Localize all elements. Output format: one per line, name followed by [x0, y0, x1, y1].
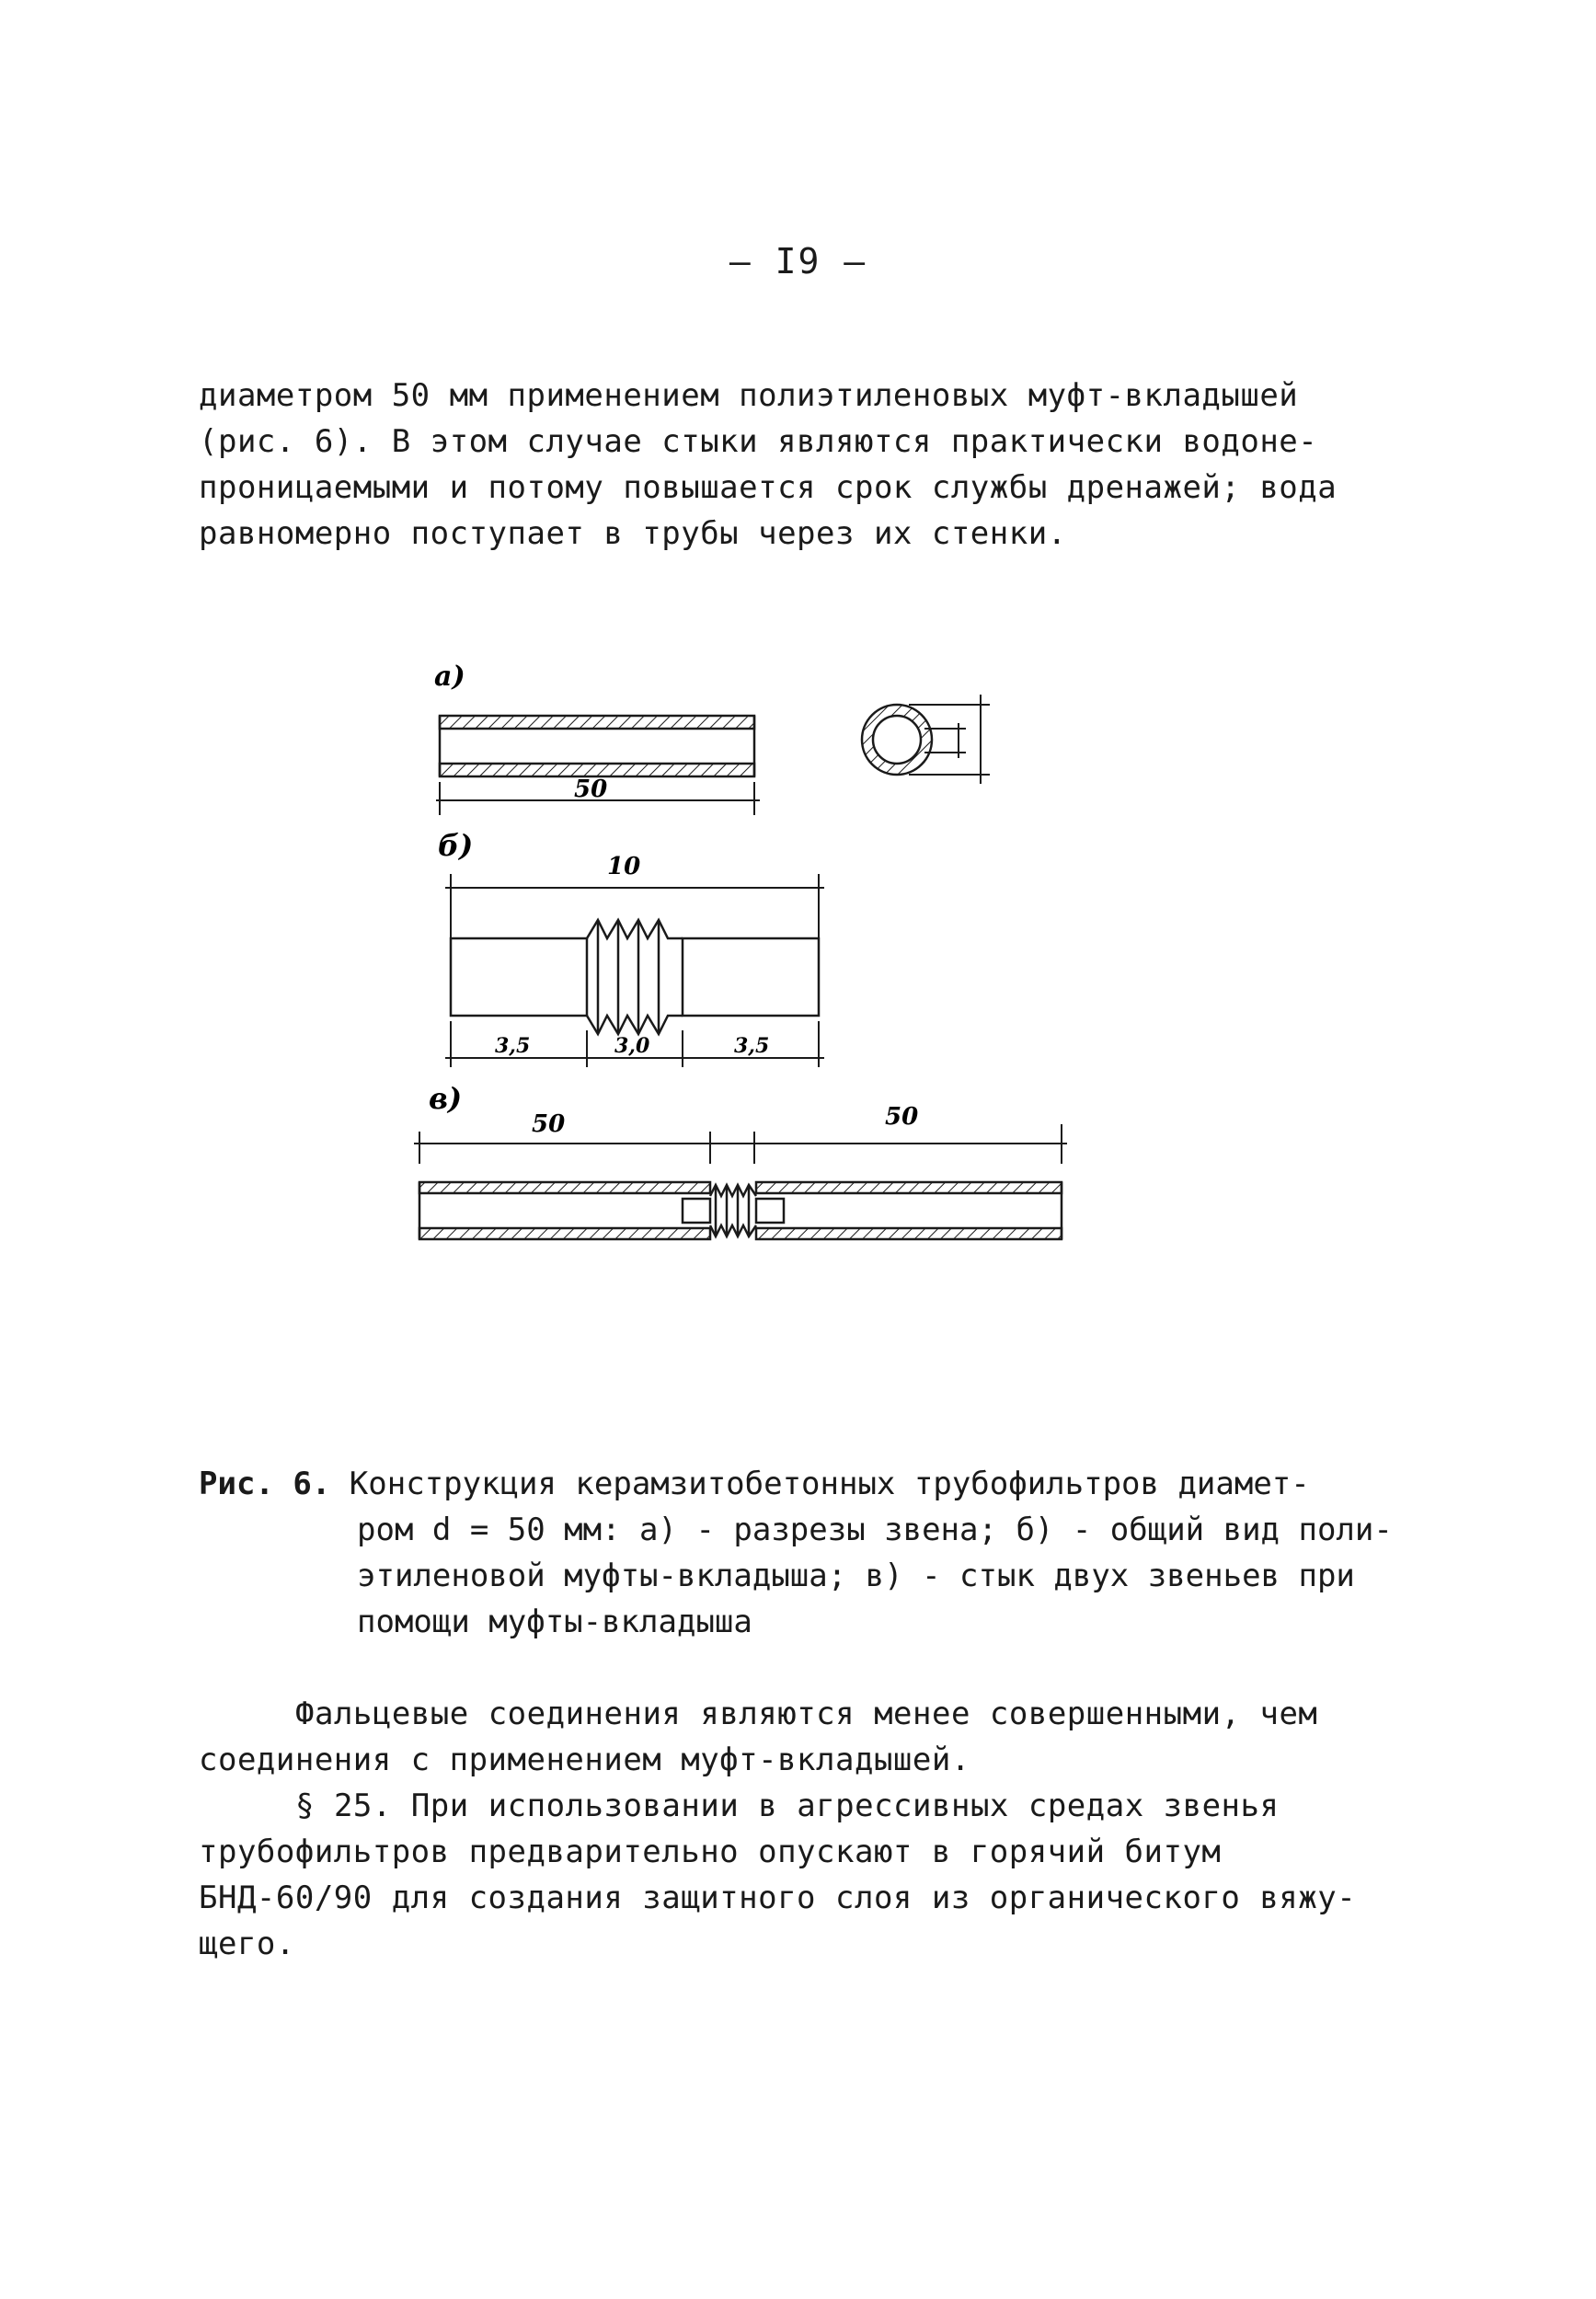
text-line: проницаемыми и потому повышается срок службы дренажей; вода [199, 469, 1338, 506]
text-line: трубофильтров предварительно опускают в горячий битум [199, 1833, 1222, 1870]
caption-line: этиленовой муфты-вкладыша; в) - стык двух звеньев при [357, 1558, 1355, 1594]
dim-v-left-label: 50 [532, 1110, 566, 1138]
dim-b-mid-label: 3,0 [614, 1034, 650, 1058]
pipe-section-a [440, 716, 754, 776]
text-line: Фальцевые соединения являются менее совершенными, чем [295, 1696, 1318, 1732]
text-line: щего. [199, 1925, 295, 1962]
figure-label-a: а) [434, 661, 465, 693]
text-line: равномерно поступает в трубы через их стенки. [199, 515, 1067, 552]
text-line: диаметром 50 мм применением полиэтиленовых муфт-вкладышей [199, 377, 1299, 414]
figure-6-drawing [377, 644, 1131, 1279]
coupling-sleeve [451, 920, 819, 1034]
dim-v-right-label: 50 [885, 1103, 919, 1131]
dim-b-total-label: 10 [607, 853, 641, 880]
figure-label-v: в) [429, 1081, 463, 1116]
dim-b-right-label: 3,5 [734, 1034, 770, 1058]
figure-caption [199, 1461, 1393, 1645]
text-line: БНД-60/90 для создания защитного слоя из органического вяжу- [199, 1879, 1357, 1916]
text-line: соединения с применением муфт-вкладышей. [199, 1741, 970, 1778]
caption-line: помощи муфты-вкладыша [357, 1604, 752, 1640]
dimension-b-total [445, 874, 824, 938]
dim-b-left-label: 3,5 [495, 1034, 531, 1058]
dim-a-length-label: 50 [574, 776, 608, 803]
caption-label: Рис. 6. [199, 1466, 331, 1502]
dimension-v [414, 1124, 1067, 1164]
paragraph-joints [199, 1691, 1357, 1967]
text-line: (рис. 6). В этом случае стыки являются практически водоне- [199, 423, 1318, 460]
pipe-cross-section [862, 695, 990, 784]
section-25-line: § 25. При использовании в агрессивных средах звенья [295, 1787, 1280, 1824]
pipe-joint-assembly [419, 1182, 1062, 1239]
page-number: — I9 — [729, 241, 867, 282]
figure-label-b: б) [438, 828, 474, 863]
paragraph-intro [199, 373, 1338, 557]
caption-first-line: Конструкция керамзитобетонных трубофильтров диамет- [349, 1466, 1310, 1502]
caption-line: ром d = 50 мм: а) - разрезы звена; б) - общий вид поли- [357, 1512, 1393, 1548]
